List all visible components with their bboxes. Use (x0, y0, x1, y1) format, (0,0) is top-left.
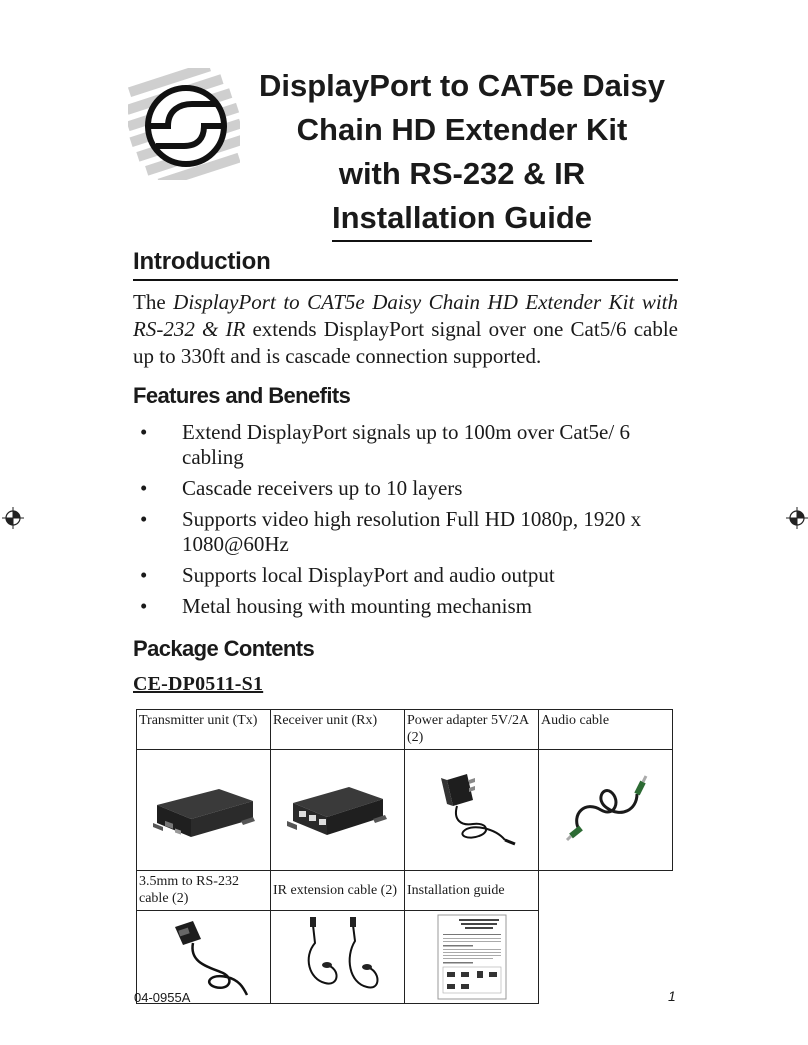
table-cell: 3.5mm to RS-232 cable (2) (137, 871, 271, 911)
table-cell: Transmitter unit (Tx) (137, 710, 271, 750)
audio-cable-icon (551, 770, 661, 850)
list-item: • Supports video high resolution Full HD 1080p, 1920 x 1080@60Hz (133, 507, 678, 557)
list-item: • Extend DisplayPort signals up to 100m over Cat5e/ 6 cabling (133, 420, 678, 470)
registration-mark-icon (2, 507, 24, 529)
table-cell: Power adapter 5V/2A (2) (405, 710, 539, 750)
intro-suffix: extends DisplayPort signal over one Cat5/6 cable up to 330ft and is cascade connection supported. (133, 317, 678, 368)
introduction-text (133, 289, 678, 370)
features-heading: Features and Benefits (133, 383, 351, 408)
ir-extension-cable-image (271, 911, 405, 1004)
transmitter-image (137, 750, 271, 871)
ir-extension-cable-icon (283, 913, 393, 1001)
siig-logo-icon (128, 68, 240, 180)
table-cell: Receiver unit (Rx) (271, 710, 405, 750)
power-adapter-image (405, 750, 539, 871)
rs232-cable-icon (149, 913, 259, 1001)
document-code: 04-0955A (134, 990, 191, 1005)
introduction-heading: Introduction (133, 248, 678, 281)
table-cell-empty (539, 871, 673, 911)
table-cell: IR extension cable (2) (271, 871, 405, 911)
transmitter-unit-icon (149, 775, 259, 845)
title-line-4: Installation Guide (332, 198, 592, 242)
audio-cable-image (539, 750, 673, 871)
document-title (236, 64, 688, 242)
list-item: • Metal housing with mounting mechanism (133, 594, 678, 619)
title-line-3: with RS-232 & IR (338, 156, 586, 191)
intro-product-name: DisplayPort to CAT5e Daisy Chain HD Extender Kit with RS-232 & IR (133, 290, 678, 341)
page-number: 1 (668, 988, 676, 1004)
features-list (133, 420, 678, 625)
table-cell: Audio cable (539, 710, 673, 750)
registration-mark-icon (786, 507, 808, 529)
table-cell-empty (539, 911, 673, 1004)
intro-prefix: The (133, 290, 174, 314)
package-contents-table (136, 709, 673, 1004)
installation-guide-image (405, 911, 539, 1004)
receiver-image (271, 750, 405, 871)
title-line-2: Chain HD Extender Kit (296, 112, 628, 147)
table-cell: Installation guide (405, 871, 539, 911)
power-adapter-icon (417, 770, 527, 850)
package-contents-heading: Package Contents (133, 636, 315, 661)
receiver-unit-icon (283, 775, 393, 845)
list-item: • Supports local DisplayPort and audio output (133, 563, 678, 588)
title-line-1: DisplayPort to CAT5e Daisy (259, 68, 665, 103)
installation-guide-icon (437, 914, 507, 1000)
list-item: • Cascade receivers up to 10 layers (133, 476, 678, 501)
model-number: CE-DP0511-S1 (133, 673, 264, 695)
